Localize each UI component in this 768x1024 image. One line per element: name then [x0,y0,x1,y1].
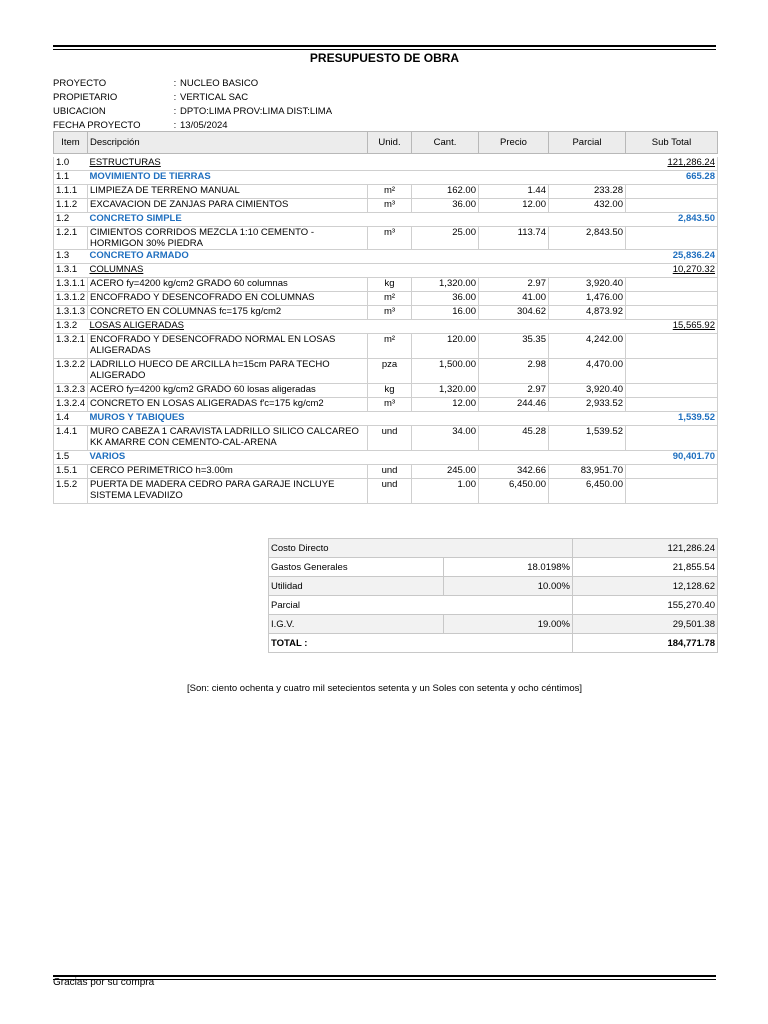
col-header-qty: Cant. [412,132,479,154]
top-rule [53,45,716,47]
meta-label: PROPIETARIO [53,91,118,103]
item-code: 1.3.2.2 [54,359,88,384]
item-partial: 2,843.50 [549,227,626,250]
item-code: 1.5 [54,451,88,465]
item-unit: und [368,465,412,479]
top-rule-thin [53,49,716,50]
item-partial: 3,920.40 [549,384,626,398]
item-unit: m² [368,292,412,306]
category-name: MUROS Y TABIQUES [88,412,368,426]
item-quantity: 12.00 [412,398,479,412]
item-partial: 1,539.52 [549,426,626,451]
summary-label: TOTAL : [269,634,573,653]
item-partial: 4,873.92 [549,306,626,320]
meta-row [53,104,332,118]
item-unit: m³ [368,227,412,250]
item-unit: m² [368,185,412,199]
item-price: 6,450.00 [479,479,549,504]
item-code: 1.3.2.1 [54,334,88,359]
item-code: 1.5.2 [54,479,88,504]
item-partial: 1,476.00 [549,292,626,306]
item-quantity: 1,320.00 [412,278,479,292]
meta-colon: : [173,77,177,89]
meta-label: FECHA PROYECTO [53,119,141,131]
item-description: CIMIENTOS CORRIDOS MEZCLA 1:10 CEMENTO - HORMIGON 30% PIEDRA [88,227,368,250]
meta-colon: : [173,119,177,131]
table-row [54,278,718,292]
table-row [54,384,718,398]
item-description: EXCAVACION DE ZANJAS PARA CIMIENTOS [88,199,368,213]
category-row [54,250,718,264]
table-row [54,426,718,451]
summary-amount: 184,771.78 [573,634,718,653]
summary-label: I.G.V. [269,615,444,634]
item-quantity: 1,320.00 [412,384,479,398]
category-row [54,171,718,185]
summary-percent: 10.00% [444,577,573,596]
category-row [54,264,718,278]
item-code: 1.4 [54,412,88,426]
item-unit: und [368,479,412,504]
item-partial: 4,242.00 [549,334,626,359]
item-price: 304.62 [479,306,549,320]
item-partial: 2,933.52 [549,398,626,412]
item-description: CONCRETO EN COLUMNAS fc=175 kg/cm2 [88,306,368,320]
category-subtotal: 1,539.52 [626,412,718,426]
summary-table [268,538,718,653]
item-description: CERCO PERIMETRICO h=3.00m [88,465,368,479]
category-subtotal: 10,270.32 [626,264,718,278]
item-unit: und [368,426,412,451]
item-description: ACERO fy=4200 kg/cm2 GRADO 60 losas aligeradas [88,384,368,398]
item-quantity: 120.00 [412,334,479,359]
summary-row [269,634,718,653]
table-row [54,306,718,320]
col-header-partial: Parcial [549,132,626,154]
item-partial: 83,951.70 [549,465,626,479]
item-partial: 4,470.00 [549,359,626,384]
item-code: 1.2.1 [54,227,88,250]
item-code: 1.3.2.4 [54,398,88,412]
meta-value: DPTO:LIMA PROV:LIMA DIST:LIMA [180,105,333,117]
item-unit: kg [368,384,412,398]
summary-row [269,558,718,577]
table-row [54,292,718,306]
summary-label: Parcial [269,596,573,615]
item-code: 1.3.1 [54,264,88,278]
item-unit: m³ [368,199,412,213]
table-row [54,199,718,213]
category-row [54,451,718,465]
table-row [54,479,718,504]
meta-row [53,118,332,132]
item-code: 1.0 [54,157,88,171]
category-subtotal: 665.28 [626,171,718,185]
summary-amount: 121,286.24 [573,539,718,558]
amount-in-words: [Son: ciento ochenta y cuatro mil setecientos setenta y un Soles con setenta y ocho céntimos] [186,683,582,694]
item-code: 1.1 [54,171,88,185]
item-unit: pza [368,359,412,384]
table-row [54,398,718,412]
item-code: 1.3.1.2 [54,292,88,306]
meta-row [53,90,332,104]
category-name: VARIOS [88,451,368,465]
item-partial: 3,920.40 [549,278,626,292]
summary-row [269,596,718,615]
category-name: MOVIMIENTO DE TIERRAS [88,171,368,185]
item-quantity: 1,500.00 [412,359,479,384]
meta-colon: : [173,105,177,117]
item-code: 1.1.1 [54,185,88,199]
item-description: ENCOFRADO Y DESENCOFRADO EN COLUMNAS [88,292,368,306]
category-subtotal: 90,401.70 [626,451,718,465]
category-name: CONCRETO SIMPLE [88,213,368,227]
col-header-unit: Unid. [368,132,412,154]
meta-label: PROYECTO [53,77,107,89]
meta-value: 13/05/2024 [180,119,228,131]
item-quantity: 36.00 [412,199,479,213]
summary-label: Utilidad [269,577,444,596]
summary-amount: 12,128.62 [573,577,718,596]
category-row [54,320,718,334]
meta-value: VERTICAL SAC [180,91,249,103]
summary-label: Costo Directo [269,539,573,558]
summary-label: Gastos Generales [269,558,444,577]
item-description: ENCOFRADO Y DESENCOFRADO NORMAL EN LOSAS ALIGERADAS [88,334,368,359]
item-quantity: 34.00 [412,426,479,451]
item-price: 342.66 [479,465,549,479]
item-unit: m³ [368,306,412,320]
item-code: 1.3.1.1 [54,278,88,292]
item-quantity: 1.00 [412,479,479,504]
item-price: 2.97 [479,384,549,398]
item-price: 41.00 [479,292,549,306]
summary-row [269,577,718,596]
item-code: 1.4.1 [54,426,88,451]
item-code: 1.3 [54,250,88,264]
item-code: 1.1.2 [54,199,88,213]
item-price: 244.46 [479,398,549,412]
category-subtotal: 25,836.24 [626,250,718,264]
item-price: 2.97 [479,278,549,292]
item-price: 35.35 [479,334,549,359]
summary-row [269,615,718,634]
meta-colon: : [173,91,177,103]
table-row [54,359,718,384]
table-row [54,465,718,479]
category-name: LOSAS ALIGERADAS [88,320,368,334]
budget-table [53,131,718,504]
category-name: COLUMNAS [88,264,368,278]
meta-row [53,76,332,90]
table-row [54,227,718,250]
item-code: 1.5.1 [54,465,88,479]
summary-amount: 21,855.54 [573,558,718,577]
item-partial: 233.28 [549,185,626,199]
category-row [54,213,718,227]
summary-row [269,539,718,558]
col-header-description: Descripción [88,132,368,154]
item-quantity: 162.00 [412,185,479,199]
table-row [54,334,718,359]
item-partial: 6,450.00 [549,479,626,504]
item-description: ACERO fy=4200 kg/cm2 GRADO 60 columnas [88,278,368,292]
col-header-subtotal: Sub Total [626,132,718,154]
footer-text: Gracias por su compra [53,977,155,988]
item-description: PUERTA DE MADERA CEDRO PARA GARAJE INCLUYE SISTEMA LEVADIIZO [88,479,368,504]
item-description: MURO CABEZA 1 CARAVISTA LADRILLO SILICO CALCAREO KK AMARRE CON CEMENTO-CAL-ARENA [88,426,368,451]
project-info [53,76,332,132]
document-title: PRESUPUESTO DE OBRA [309,51,460,65]
item-quantity: 16.00 [412,306,479,320]
item-price: 2.98 [479,359,549,384]
category-subtotal: 15,565.92 [626,320,718,334]
item-unit: m² [368,334,412,359]
summary-percent: 19.00% [444,615,573,634]
item-quantity: 245.00 [412,465,479,479]
item-code: 1.2 [54,213,88,227]
item-description: LIMPIEZA DE TERRENO MANUAL [88,185,368,199]
item-quantity: 25.00 [412,227,479,250]
item-description: LADRILLO HUECO DE ARCILLA h=15cm PARA TECHO ALIGERADO [88,359,368,384]
item-price: 12.00 [479,199,549,213]
category-name: ESTRUCTURAS [88,157,368,171]
item-price: 1.44 [479,185,549,199]
category-subtotal: 121,286.24 [626,157,718,171]
item-price: 45.28 [479,426,549,451]
category-subtotal: 2,843.50 [626,213,718,227]
table-header-row [54,132,718,154]
item-code: 1.3.2 [54,320,88,334]
col-header-item: Item [54,132,88,154]
category-name: CONCRETO ARMADO [88,250,368,264]
item-unit: kg [368,278,412,292]
item-code: 1.3.1.3 [54,306,88,320]
col-header-price: Precio [479,132,549,154]
summary-amount: 155,270.40 [573,596,718,615]
item-unit: m³ [368,398,412,412]
item-quantity: 36.00 [412,292,479,306]
meta-label: UBICACION [53,105,106,117]
meta-value: NUCLEO BASICO [180,77,259,89]
item-partial: 432.00 [549,199,626,213]
category-row [54,412,718,426]
item-price: 113.74 [479,227,549,250]
item-description: CONCRETO EN LOSAS ALIGERADAS f'c=175 kg/cm2 [88,398,368,412]
category-row [54,157,718,171]
item-code: 1.3.2.3 [54,384,88,398]
summary-amount: 29,501.38 [573,615,718,634]
summary-percent: 18.0198% [444,558,573,577]
table-row [54,185,718,199]
